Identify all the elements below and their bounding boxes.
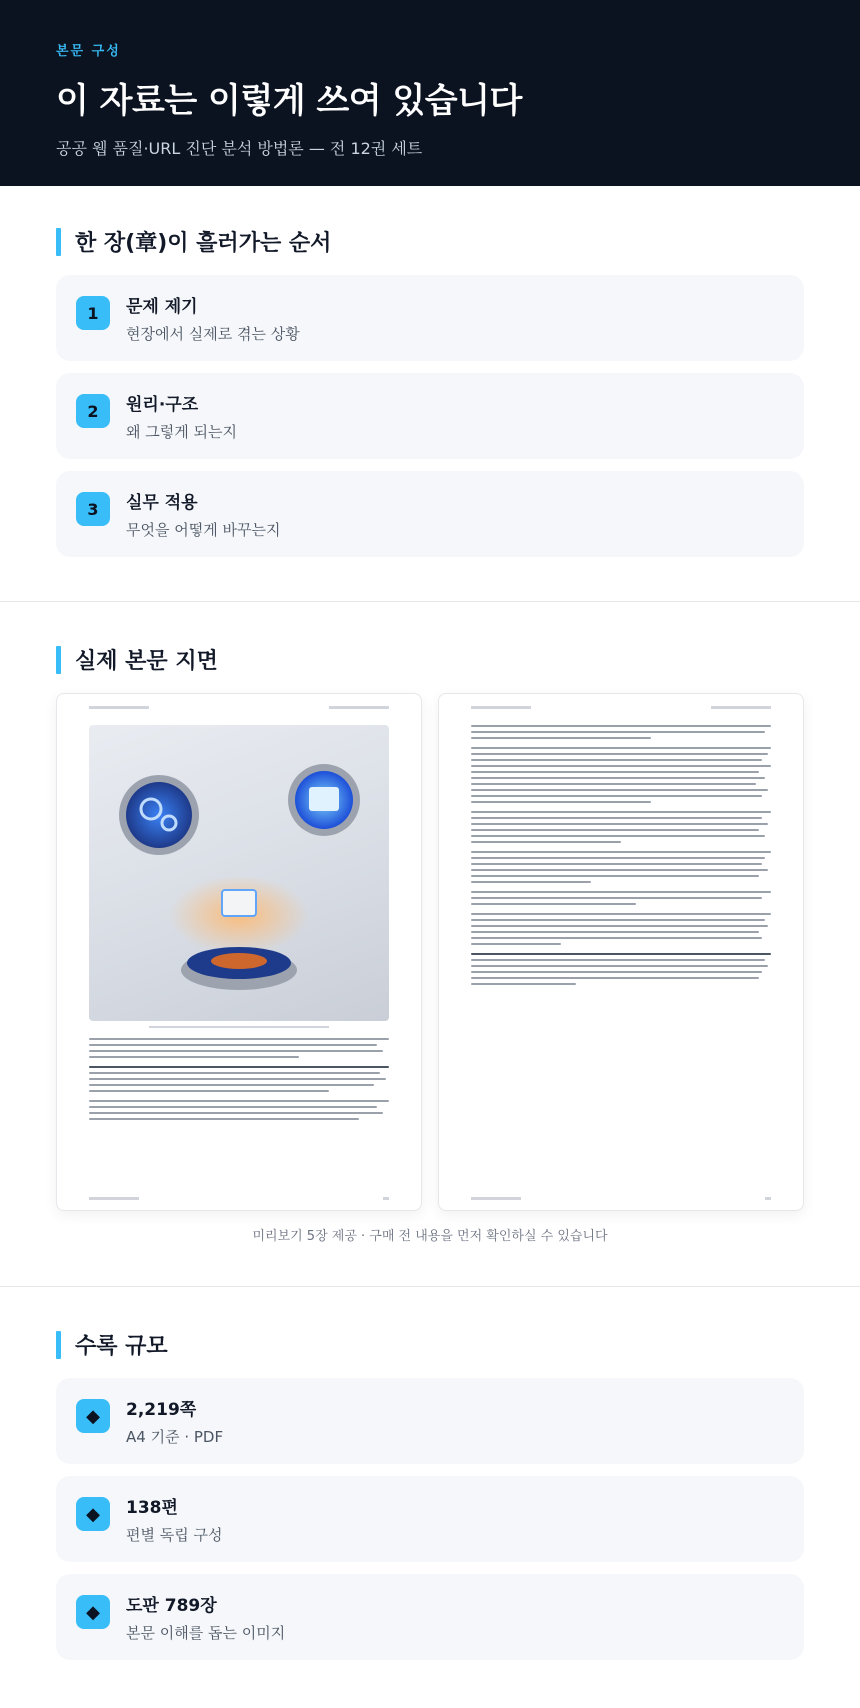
- step-title: 실무 적용: [126, 493, 198, 513]
- flow-step-card: [56, 471, 804, 557]
- diamond-icon: ◆: [76, 1595, 110, 1629]
- page-preview-section: [0, 602, 860, 1287]
- diamond-icon: ◆: [76, 1497, 110, 1531]
- step-number-badge: 2: [76, 394, 110, 428]
- hero-header: [0, 0, 860, 186]
- section-title-text: 수록 규모: [75, 1334, 168, 1359]
- section-title: [56, 644, 804, 675]
- page-previews: [56, 693, 804, 1211]
- section-title-text: 한 장(章)이 흘러가는 순서: [75, 231, 332, 256]
- section-accent-bar: [56, 1331, 61, 1359]
- scope-section: [0, 1287, 860, 1708]
- page-title: 이 자료는 이렇게 쓰여 있습니다: [56, 81, 522, 121]
- preview-page-left[interactable]: [56, 693, 422, 1211]
- step-title: 문제 제기: [126, 297, 198, 317]
- section-accent-bar: [56, 646, 61, 674]
- section-accent-bar: [56, 228, 61, 256]
- page-body-text: [89, 1038, 389, 1120]
- chapter-flow-section: [0, 186, 860, 602]
- scope-desc: 본문 이해를 돕는 이미지: [126, 1624, 286, 1642]
- page-header-line: [471, 706, 771, 709]
- page-footer: [89, 1197, 389, 1200]
- page-illustration: [89, 725, 389, 1021]
- page-footer: [471, 1197, 771, 1200]
- scope-value: 138편: [126, 1498, 178, 1518]
- scope-desc: 편별 독립 구성: [126, 1526, 223, 1544]
- step-number-badge: 1: [76, 296, 110, 330]
- scope-card: [56, 1476, 804, 1562]
- preview-note: 미리보기 5장 제공 · 구매 전 내용을 먼저 확인하실 수 있습니다: [252, 1229, 608, 1244]
- preview-page-right[interactable]: [438, 693, 804, 1211]
- scope-value: 도판 789장: [126, 1596, 217, 1616]
- step-desc: 왜 그렇게 되는지: [126, 423, 237, 441]
- step-desc: 무엇을 어떻게 바꾸는지: [126, 521, 281, 539]
- page-body-text: [471, 725, 771, 985]
- step-desc: 현장에서 실제로 겪는 상황: [126, 325, 300, 343]
- scope-desc: A4 기준 · PDF: [126, 1428, 224, 1446]
- page-header-line: [89, 706, 389, 709]
- illustration-caption: [89, 1025, 389, 1030]
- scope-value: 2,219쪽: [126, 1400, 197, 1420]
- diamond-icon: ◆: [76, 1399, 110, 1433]
- section-title-text: 실제 본문 지면: [75, 649, 218, 674]
- flow-step-card: [56, 275, 804, 361]
- step-title: 원리·구조: [126, 395, 199, 415]
- hero-eyebrow: 본문 구성: [56, 44, 121, 59]
- step-number-badge: 3: [76, 492, 110, 526]
- scope-card: [56, 1378, 804, 1464]
- scope-card: [56, 1574, 804, 1660]
- flow-step-card: [56, 373, 804, 459]
- section-title: [56, 226, 804, 257]
- section-title: [56, 1329, 804, 1360]
- hero-subtitle: 공공 웹 품질·URL 진단 분석 방법론 — 전 12권 세트: [56, 139, 423, 158]
